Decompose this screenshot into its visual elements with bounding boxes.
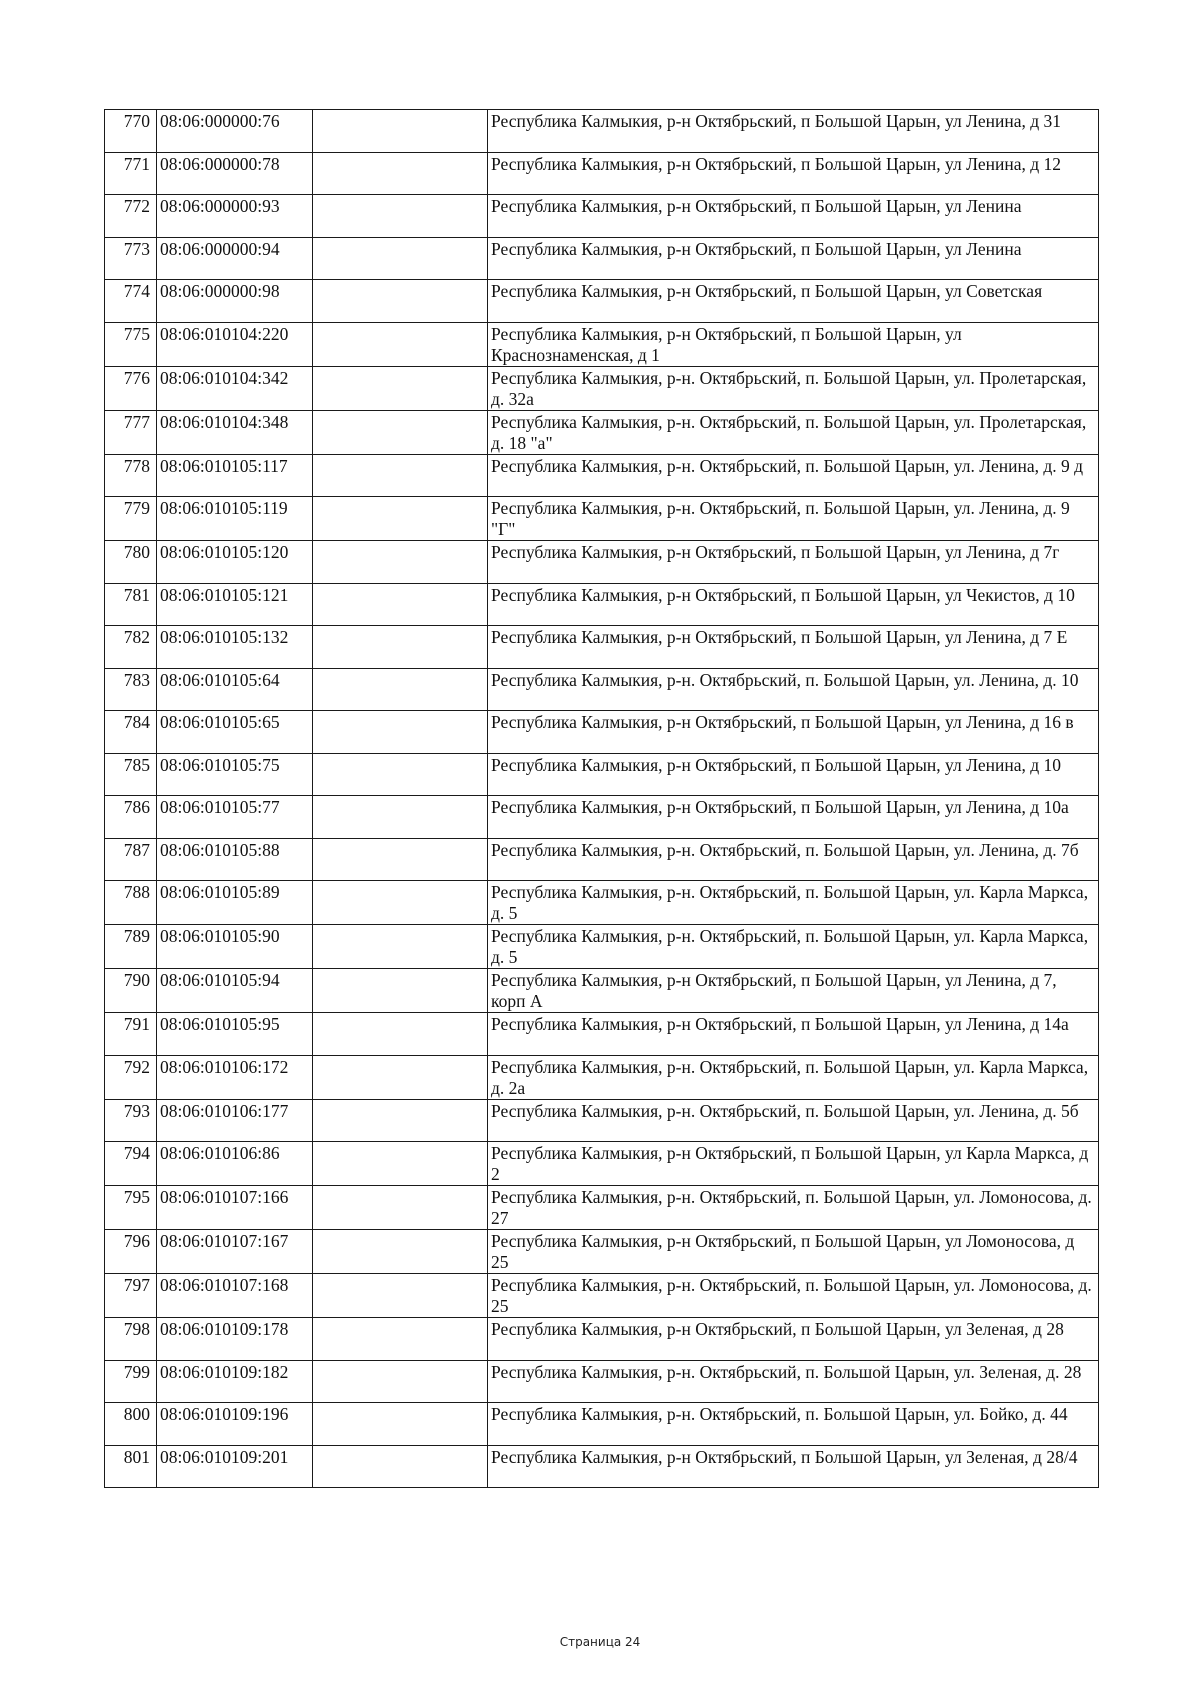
row-number-cell: 796 (105, 1230, 157, 1274)
empty-cell (313, 454, 488, 497)
table-row (105, 711, 1099, 754)
row-number-cell: 794 (105, 1142, 157, 1186)
address-cell: Республика Калмыкия, р-н. Октябрьский, п. Большой Царын, ул. Ленина, д. 7б (488, 838, 1099, 881)
row-number-cell: 779 (105, 497, 157, 541)
row-number-cell: 783 (105, 668, 157, 711)
empty-cell (313, 280, 488, 323)
empty-cell (313, 1318, 488, 1361)
address-cell: Республика Калмыкия, р-н. Октябрьский, п. Большой Царын, ул. Ломоносова, д. 25 (488, 1274, 1099, 1318)
empty-cell (313, 152, 488, 195)
table-row (105, 1055, 1099, 1099)
empty-cell (313, 366, 488, 410)
empty-cell (313, 322, 488, 366)
row-number-cell: 773 (105, 237, 157, 280)
address-cell: Республика Калмыкия, р-н Октябрьский, п Большой Царын, ул Ленина (488, 195, 1099, 238)
table-row (105, 753, 1099, 796)
table-row (105, 497, 1099, 541)
empty-cell (313, 796, 488, 839)
cadastral-number-cell: 08:06:010109:196 (157, 1403, 313, 1446)
address-cell: Республика Калмыкия, р-н Октябрьский, п Большой Царын, ул Карла Маркса, д 2 (488, 1142, 1099, 1186)
address-cell: Республика Калмыкия, р-н. Октябрьский, п. Большой Царын, ул. Ленина, д. 9 "Г" (488, 497, 1099, 541)
row-number-cell: 786 (105, 796, 157, 839)
cadastral-number-cell: 08:06:010105:88 (157, 838, 313, 881)
row-number-cell: 797 (105, 1274, 157, 1318)
address-cell: Республика Калмыкия, р-н Октябрьский, п Большой Царын, ул Ломоносова, д 25 (488, 1230, 1099, 1274)
address-cell: Республика Калмыкия, р-н. Октябрьский, п. Большой Царын, ул. Ленина, д. 10 (488, 668, 1099, 711)
cadastral-number-cell: 08:06:010107:166 (157, 1186, 313, 1230)
row-number-cell: 778 (105, 454, 157, 497)
address-cell: Республика Калмыкия, р-н Октябрьский, п Большой Царын, ул Ленина, д 12 (488, 152, 1099, 195)
row-number-cell: 776 (105, 366, 157, 410)
address-cell: Республика Калмыкия, р-н. Октябрьский, п. Большой Царын, ул. Пролетарская, д. 18 "а" (488, 410, 1099, 454)
cadastral-number-cell: 08:06:010109:178 (157, 1318, 313, 1361)
row-number-cell: 780 (105, 541, 157, 584)
table-row (105, 1360, 1099, 1403)
table-row (105, 322, 1099, 366)
address-cell: Республика Калмыкия, р-н. Октябрьский, п. Большой Царын, ул. Зеленая, д. 28 (488, 1360, 1099, 1403)
empty-cell (313, 969, 488, 1013)
cadastral-number-cell: 08:06:000000:93 (157, 195, 313, 238)
empty-cell (313, 1403, 488, 1446)
cadastral-number-cell: 08:06:010105:89 (157, 881, 313, 925)
row-number-cell: 789 (105, 925, 157, 969)
row-number-cell: 770 (105, 110, 157, 153)
cadastral-number-cell: 08:06:010104:342 (157, 366, 313, 410)
registry-table (104, 109, 1099, 1488)
table-row (105, 237, 1099, 280)
address-cell: Республика Калмыкия, р-н. Октябрьский, п. Большой Царын, ул. Карла Маркса, д. 2а (488, 1055, 1099, 1099)
table-row (105, 583, 1099, 626)
table-row (105, 366, 1099, 410)
row-number-cell: 801 (105, 1445, 157, 1488)
cadastral-number-cell: 08:06:010105:121 (157, 583, 313, 626)
cadastral-number-cell: 08:06:010105:117 (157, 454, 313, 497)
cadastral-number-cell: 08:06:010107:167 (157, 1230, 313, 1274)
address-cell: Республика Калмыкия, р-н Октябрьский, п Большой Царын, ул Ленина, д 10 (488, 753, 1099, 796)
address-cell: Республика Калмыкия, р-н. Октябрьский, п. Большой Царын, ул. Карла Маркса, д. 5 (488, 881, 1099, 925)
row-number-cell: 791 (105, 1013, 157, 1056)
table-row (105, 1403, 1099, 1446)
table-row (105, 1318, 1099, 1361)
cadastral-number-cell: 08:06:010105:94 (157, 969, 313, 1013)
address-cell: Республика Калмыкия, р-н Октябрьский, п Большой Царын, ул Ленина, д 16 в (488, 711, 1099, 754)
table-row (105, 1230, 1099, 1274)
row-number-cell: 798 (105, 1318, 157, 1361)
empty-cell (313, 497, 488, 541)
table-row (105, 454, 1099, 497)
address-cell: Республика Калмыкия, р-н. Октябрьский, п. Большой Царын, ул. Ломоносова, д. 27 (488, 1186, 1099, 1230)
table-row (105, 881, 1099, 925)
row-number-cell: 772 (105, 195, 157, 238)
address-cell: Республика Калмыкия, р-н. Октябрьский, п. Большой Царын, ул. Бойко, д. 44 (488, 1403, 1099, 1446)
empty-cell (313, 195, 488, 238)
cadastral-number-cell: 08:06:010109:182 (157, 1360, 313, 1403)
table-row (105, 1274, 1099, 1318)
table-row (105, 1013, 1099, 1056)
cadastral-number-cell: 08:06:010104:220 (157, 322, 313, 366)
empty-cell (313, 1099, 488, 1142)
table-row (105, 280, 1099, 323)
cadastral-number-cell: 08:06:010105:77 (157, 796, 313, 839)
empty-cell (313, 237, 488, 280)
row-number-cell: 782 (105, 626, 157, 669)
page-number: Страница 24 (559, 1635, 641, 1649)
table-row (105, 541, 1099, 584)
row-number-cell: 799 (105, 1360, 157, 1403)
table-row (105, 668, 1099, 711)
row-number-cell: 792 (105, 1055, 157, 1099)
table-row (105, 838, 1099, 881)
empty-cell (313, 925, 488, 969)
table-row (105, 110, 1099, 153)
row-number-cell: 787 (105, 838, 157, 881)
table-row (105, 626, 1099, 669)
address-cell: Республика Калмыкия, р-н Октябрьский, п Большой Царын, ул Ленина (488, 237, 1099, 280)
table-row (105, 1142, 1099, 1186)
row-number-cell: 777 (105, 410, 157, 454)
row-number-cell: 774 (105, 280, 157, 323)
row-number-cell: 771 (105, 152, 157, 195)
empty-cell (313, 838, 488, 881)
cadastral-number-cell: 08:06:000000:94 (157, 237, 313, 280)
cadastral-number-cell: 08:06:010105:95 (157, 1013, 313, 1056)
address-cell: Республика Калмыкия, р-н Октябрьский, п Большой Царын, ул Чекистов, д 10 (488, 583, 1099, 626)
row-number-cell: 793 (105, 1099, 157, 1142)
row-number-cell: 788 (105, 881, 157, 925)
address-cell: Республика Калмыкия, р-н Октябрьский, п Большой Царын, ул Зеленая, д 28/4 (488, 1445, 1099, 1488)
row-number-cell: 785 (105, 753, 157, 796)
cadastral-number-cell: 08:06:010105:132 (157, 626, 313, 669)
empty-cell (313, 626, 488, 669)
empty-cell (313, 711, 488, 754)
empty-cell (313, 1445, 488, 1488)
address-cell: Республика Калмыкия, р-н Октябрьский, п Большой Царын, ул Советская (488, 280, 1099, 323)
empty-cell (313, 1274, 488, 1318)
row-number-cell: 795 (105, 1186, 157, 1230)
address-cell: Республика Калмыкия, р-н Октябрьский, п Большой Царын, ул Ленина, д 10а (488, 796, 1099, 839)
address-cell: Республика Калмыкия, р-н. Октябрьский, п. Большой Царын, ул. Пролетарская, д. 32а (488, 366, 1099, 410)
empty-cell (313, 110, 488, 153)
cadastral-number-cell: 08:06:010105:119 (157, 497, 313, 541)
cadastral-number-cell: 08:06:010105:65 (157, 711, 313, 754)
table-row (105, 925, 1099, 969)
cadastral-number-cell: 08:06:010105:120 (157, 541, 313, 584)
table-row (105, 1186, 1099, 1230)
cadastral-number-cell: 08:06:010109:201 (157, 1445, 313, 1488)
row-number-cell: 784 (105, 711, 157, 754)
cadastral-number-cell: 08:06:010105:64 (157, 668, 313, 711)
row-number-cell: 781 (105, 583, 157, 626)
empty-cell (313, 668, 488, 711)
address-cell: Республика Калмыкия, р-н Октябрьский, п Большой Царын, ул Краснознаменская, д 1 (488, 322, 1099, 366)
cadastral-number-cell: 08:06:010106:177 (157, 1099, 313, 1142)
address-cell: Республика Калмыкия, р-н Октябрьский, п Большой Царын, ул Ленина, д 7, корп А (488, 969, 1099, 1013)
cadastral-number-cell: 08:06:000000:78 (157, 152, 313, 195)
empty-cell (313, 583, 488, 626)
cadastral-number-cell: 08:06:000000:98 (157, 280, 313, 323)
address-cell: Республика Калмыкия, р-н. Октябрьский, п. Большой Царын, ул. Ленина, д. 9 д (488, 454, 1099, 497)
row-number-cell: 790 (105, 969, 157, 1013)
address-cell: Республика Калмыкия, р-н. Октябрьский, п. Большой Царын, ул. Ленина, д. 5б (488, 1099, 1099, 1142)
table-row (105, 796, 1099, 839)
empty-cell (313, 1230, 488, 1274)
empty-cell (313, 410, 488, 454)
empty-cell (313, 1055, 488, 1099)
address-cell: Республика Калмыкия, р-н Октябрьский, п Большой Царын, ул Ленина, д 14а (488, 1013, 1099, 1056)
row-number-cell: 775 (105, 322, 157, 366)
empty-cell (313, 1186, 488, 1230)
empty-cell (313, 881, 488, 925)
registry-table-body (105, 110, 1099, 1488)
address-cell: Республика Калмыкия, р-н Октябрьский, п Большой Царын, ул Ленина, д 31 (488, 110, 1099, 153)
empty-cell (313, 1360, 488, 1403)
address-cell: Республика Калмыкия, р-н. Октябрьский, п. Большой Царын, ул. Карла Маркса, д. 5 (488, 925, 1099, 969)
empty-cell (313, 1142, 488, 1186)
cadastral-number-cell: 08:06:010105:90 (157, 925, 313, 969)
cadastral-number-cell: 08:06:010104:348 (157, 410, 313, 454)
table-row (105, 969, 1099, 1013)
table-row (105, 152, 1099, 195)
cadastral-number-cell: 08:06:010106:172 (157, 1055, 313, 1099)
row-number-cell: 800 (105, 1403, 157, 1446)
address-cell: Республика Калмыкия, р-н Октябрьский, п Большой Царын, ул Ленина, д 7 Е (488, 626, 1099, 669)
empty-cell (313, 541, 488, 584)
empty-cell (313, 753, 488, 796)
table-row (105, 195, 1099, 238)
table-row (105, 410, 1099, 454)
cadastral-number-cell: 08:06:010107:168 (157, 1274, 313, 1318)
cadastral-number-cell: 08:06:010106:86 (157, 1142, 313, 1186)
table-row (105, 1099, 1099, 1142)
cadastral-number-cell: 08:06:010105:75 (157, 753, 313, 796)
address-cell: Республика Калмыкия, р-н Октябрьский, п Большой Царын, ул Зеленая, д 28 (488, 1318, 1099, 1361)
empty-cell (313, 1013, 488, 1056)
address-cell: Республика Калмыкия, р-н Октябрьский, п Большой Царын, ул Ленина, д 7г (488, 541, 1099, 584)
table-row (105, 1445, 1099, 1488)
cadastral-number-cell: 08:06:000000:76 (157, 110, 313, 153)
